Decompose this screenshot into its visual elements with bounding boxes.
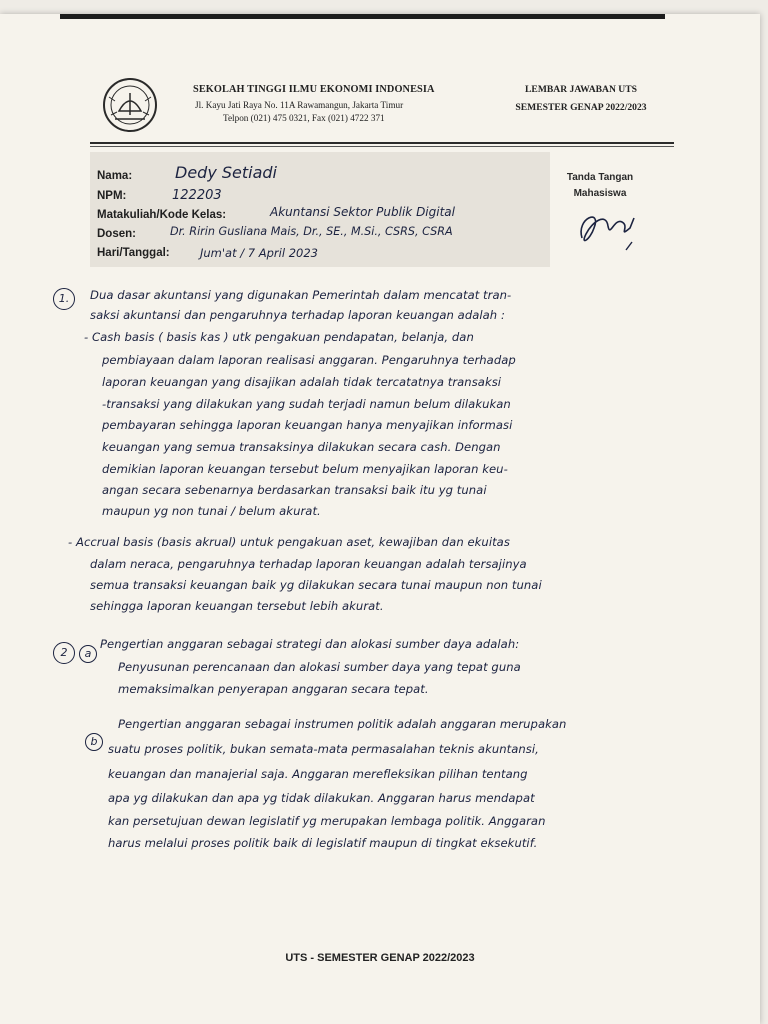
semester-label: SEMESTER GENAP 2022/2023	[515, 102, 647, 113]
signature-label-line2: Mahasiswa	[573, 188, 627, 199]
value-npm: 122203	[172, 188, 222, 203]
value-dosen: Dr. Ririn Gusliana Mais, Dr., SE., M.Si., CSRS, CSRA	[170, 225, 453, 238]
question-2-number: 2	[53, 642, 75, 664]
q2a-line: Penyusunan perencanaan dan alokasi sumber daya yang tepat guna	[118, 660, 521, 674]
institution-phone: Telpon (021) 475 0321, Fax (021) 4722 371	[223, 113, 385, 123]
q1-line: maupun yg non tunai / belum akurat.	[102, 504, 321, 518]
question-2b-marker: b	[85, 733, 103, 751]
student-signature	[572, 198, 642, 258]
q2b-line: apa yg dilakukan dan apa yg tidak dilakukan. Anggaran harus mendapat	[108, 791, 535, 805]
q1-line: Dua dasar akuntansi yang digunakan Pemerintah dalam mencatat tran-	[90, 288, 512, 302]
institution-block	[193, 84, 463, 123]
q1-line: saksi akuntansi dan pengaruhnya terhadap laporan keuangan adalah :	[90, 308, 505, 322]
label-matakuliah: Matakuliah/Kode Kelas:	[97, 209, 227, 221]
q1-line: demikian laporan keuangan tersebut belum menyajikan laporan keu-	[102, 462, 508, 476]
q1-line: laporan keuangan yang disajikan adalah tidak tercatatnya transaksi	[102, 375, 502, 389]
q1-line: -transaksi yang dilakukan yang sudah terjadi namun belum dilakukan	[102, 397, 511, 411]
q1b-line: sehingga laporan keuangan tersebut lebih akurat.	[90, 599, 384, 613]
sheet-title: LEMBAR JAWABAN UTS	[525, 84, 637, 95]
institution-address: Jl. Kayu Jati Raya No. 11A Rawamangun, Jakarta Timur	[195, 100, 404, 110]
label-npm: NPM:	[97, 190, 127, 202]
question-1-number: 1.	[53, 288, 75, 310]
institution-logo	[101, 75, 159, 137]
label-nama: Nama:	[97, 170, 133, 182]
question-2a-marker: a	[79, 645, 97, 663]
q1-line: keuangan yang semua transaksinya dilakukan secara cash. Dengan	[102, 440, 501, 454]
q2b-line: Pengertian anggaran sebagai instrumen politik adalah anggaran merupakan	[118, 717, 567, 731]
value-matakuliah: Akuntansi Sektor Publik Digital	[270, 205, 455, 219]
value-nama: Dedy Setiadi	[175, 163, 277, 182]
q2b-line: keuangan dan manajerial saja. Anggaran merefleksikan pilihan tentang	[108, 767, 528, 781]
q2b-line: suatu proses politik, bukan semata-mata permasalahan teknis akuntansi,	[108, 742, 539, 756]
q2a-line: memaksimalkan penyerapan anggaran secara tepat.	[118, 682, 429, 696]
q2a-line: Pengertian anggaran sebagai strategi dan alokasi sumber daya adalah:	[100, 637, 520, 651]
value-hari: Jum'at / 7 April 2023	[200, 246, 318, 260]
q1-line: angan secara sebenarnya berdasarkan transaksi baik itu yg tunai	[102, 483, 487, 497]
q2b-line: harus melalui proses politik baik di legislatif maupun di tingkat eksekutif.	[108, 836, 538, 850]
sheet-title-block	[496, 84, 666, 113]
q1b-line: dalam neraca, pengaruhnya terhadap laporan keuangan adalah tersajinya	[90, 557, 527, 571]
page-footer: UTS - SEMESTER GENAP 2022/2023	[285, 952, 475, 964]
q1b-line: semua transaksi keuangan baik yg dilakukan secara tunai maupun non tunai	[90, 578, 542, 592]
signature-label-line1: Tanda Tangan	[566, 172, 634, 183]
top-border	[60, 14, 665, 19]
label-hari: Hari/Tanggal:	[97, 247, 170, 259]
header-divider	[90, 142, 674, 144]
header-divider-thin	[90, 146, 674, 147]
institution-name: SEKOLAH TINGGI ILMU EKONOMI INDONESIA	[193, 84, 435, 95]
q1-line: pembiayaan dalam laporan realisasi anggaran. Pengaruhnya terhadap	[102, 353, 516, 367]
q1b-line: - Accrual basis (basis akrual) untuk pengakuan aset, kewajiban dan ekuitas	[68, 535, 510, 549]
q1-line: pembayaran sehingga laporan keuangan hanya menyajikan informasi	[102, 418, 513, 432]
q1-line: - Cash basis ( basis kas ) utk pengakuan pendapatan, belanja, dan	[84, 330, 474, 344]
label-dosen: Dosen:	[97, 228, 136, 240]
q2b-line: kan persetujuan dewan legislatif yg merupakan lembaga politik. Anggaran	[108, 814, 546, 828]
